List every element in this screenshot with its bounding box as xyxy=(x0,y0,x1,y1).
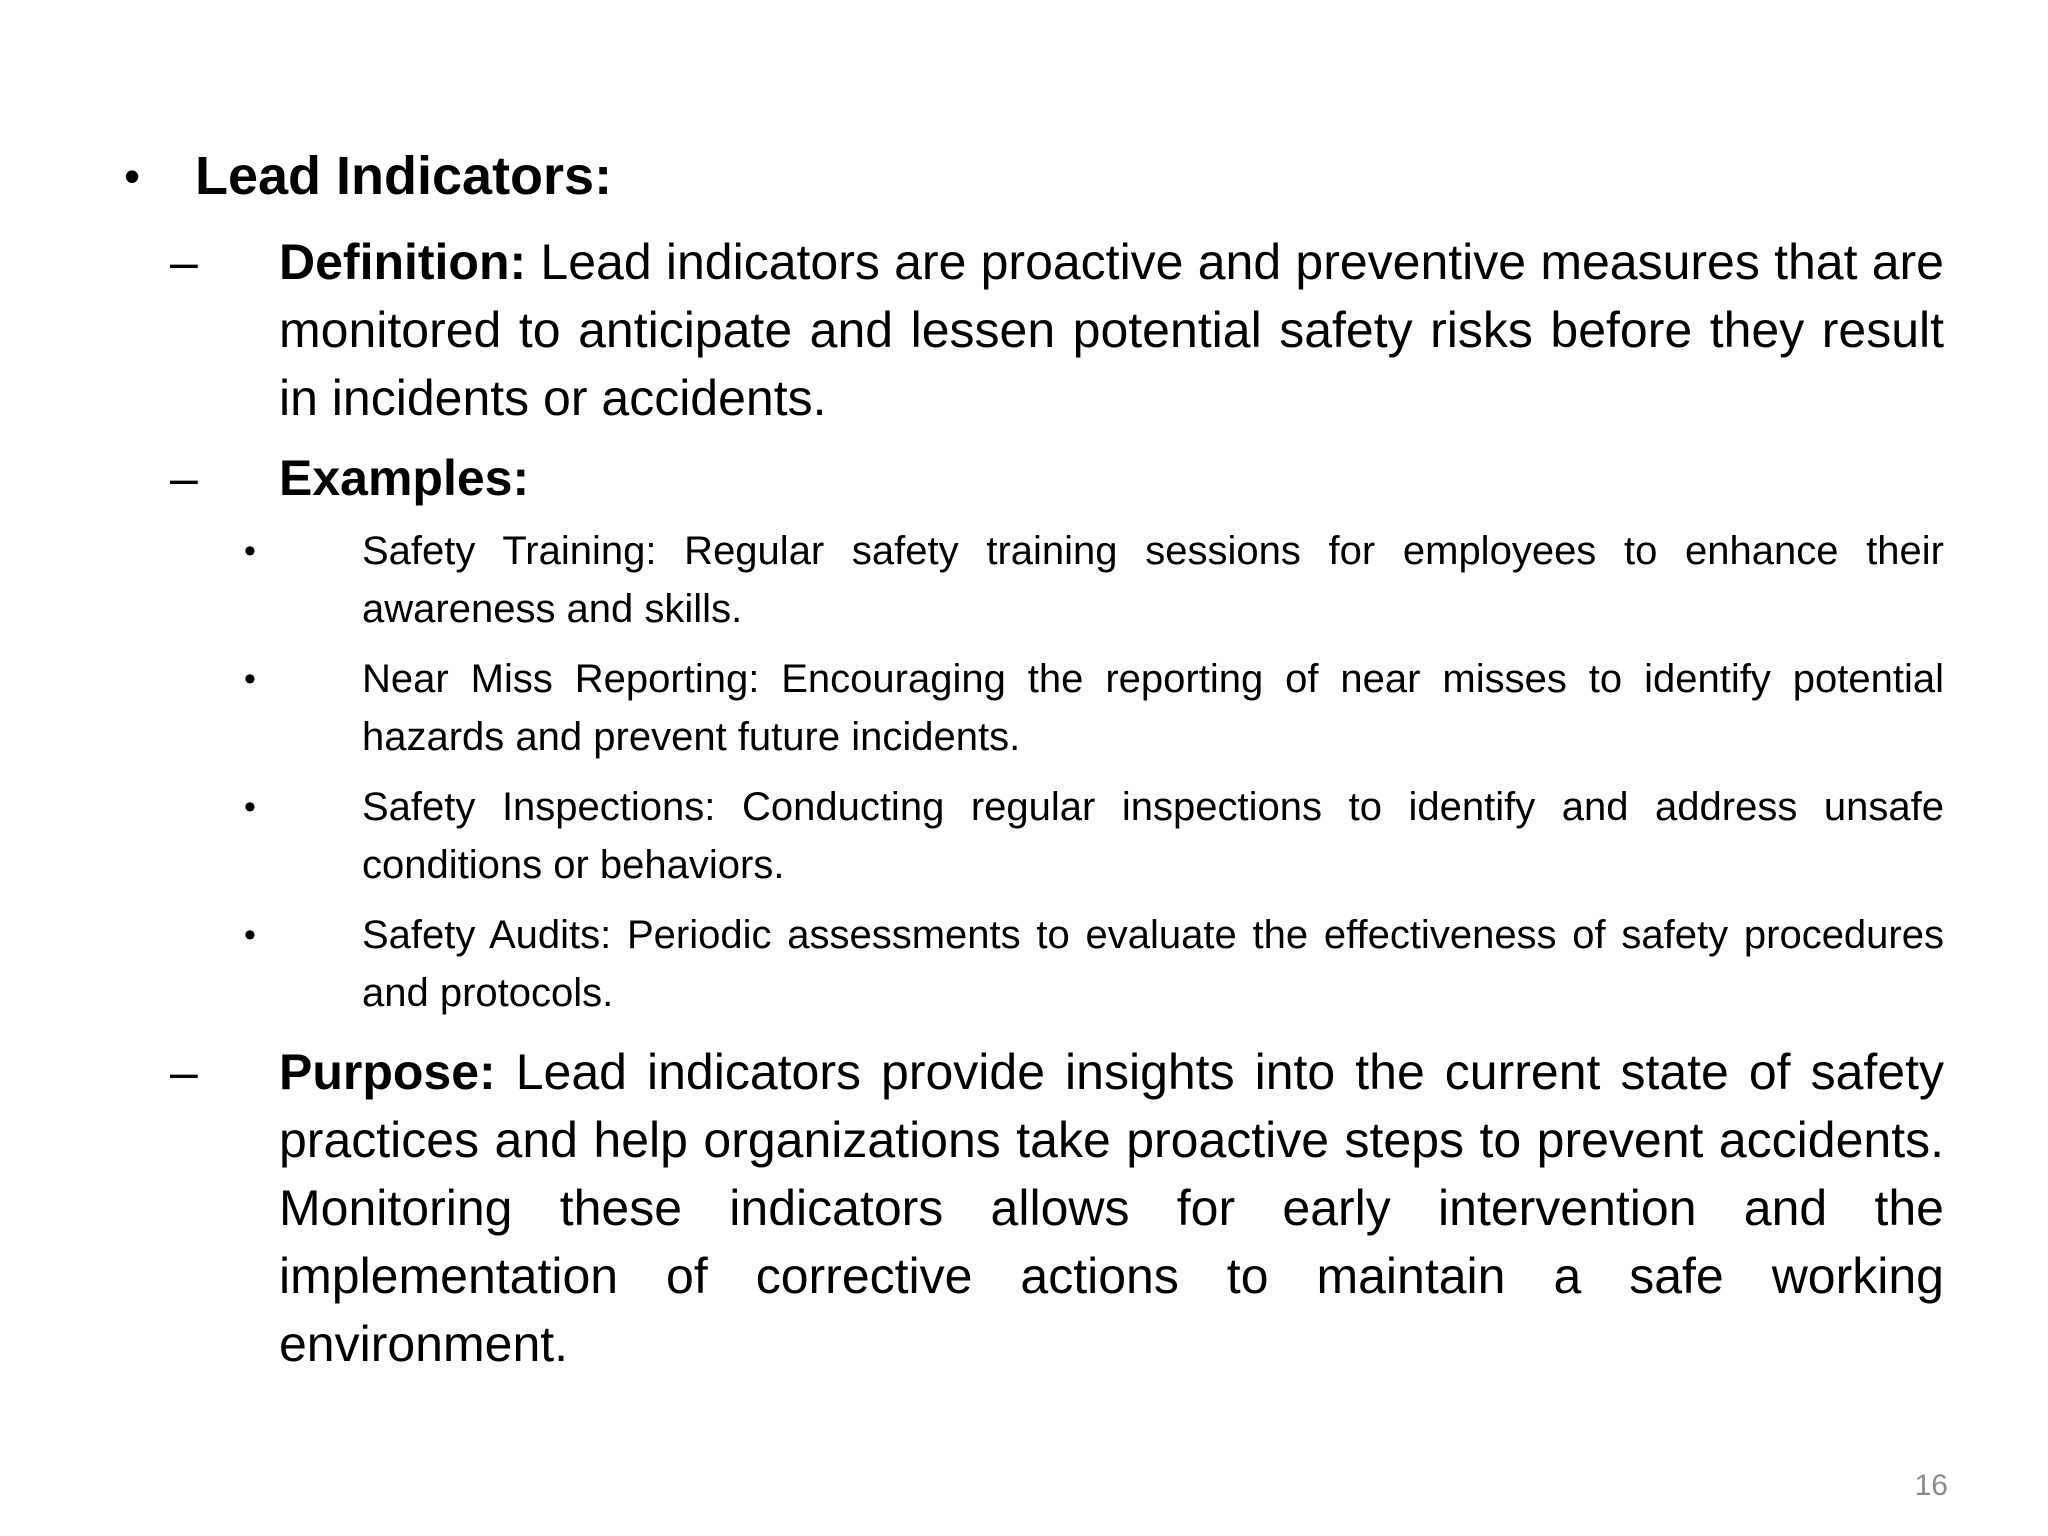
heading-bullet: • xyxy=(124,150,141,202)
example-bullet: • xyxy=(244,660,256,698)
definition-paragraph xyxy=(279,228,1944,432)
example-item-near-miss: Near Miss Reporting: Encouraging the reporting of near misses to identify potential hazards and prevent future incidents. xyxy=(362,657,1944,759)
definition-label: Definition: xyxy=(279,234,527,290)
purpose-paragraph xyxy=(279,1038,1944,1378)
example-item-audits: Safety Audits: Periodic assessments to evaluate the effectiveness of safety procedures and protocols. xyxy=(362,913,1944,1015)
purpose-text: Lead indicators provide insights into the current state of safety practices and help organizations take proactive steps to prevent accidents. Monitoring these indicators allows for early intervention and the implementation of corrective actions to maintain a safe working environment. xyxy=(279,1044,1944,1372)
examples-dash: – xyxy=(170,450,198,506)
purpose-dash: – xyxy=(170,1044,198,1100)
definition-text: Lead indicators are proactive and preventive measures that are monitored to anticipate and lessen potential safety risks before they result in incidents or accidents. xyxy=(279,234,1944,426)
examples-label: Examples: xyxy=(279,450,530,506)
example-bullet: • xyxy=(244,916,256,954)
example-item-safety-training: Safety Training: Regular safety training sessions for employees to enhance their awareness and skills. xyxy=(362,529,1944,631)
slide-heading: Lead Indicators: xyxy=(195,146,613,206)
purpose-label: Purpose: xyxy=(279,1044,496,1100)
definition-dash: – xyxy=(170,234,198,290)
example-bullet: • xyxy=(244,532,256,570)
example-item-inspections: Safety Inspections: Conducting regular inspections to identify and address unsafe conditions or behaviors. xyxy=(362,785,1944,887)
example-bullet: • xyxy=(244,788,256,826)
page-number: 16 xyxy=(1914,1469,1948,1502)
